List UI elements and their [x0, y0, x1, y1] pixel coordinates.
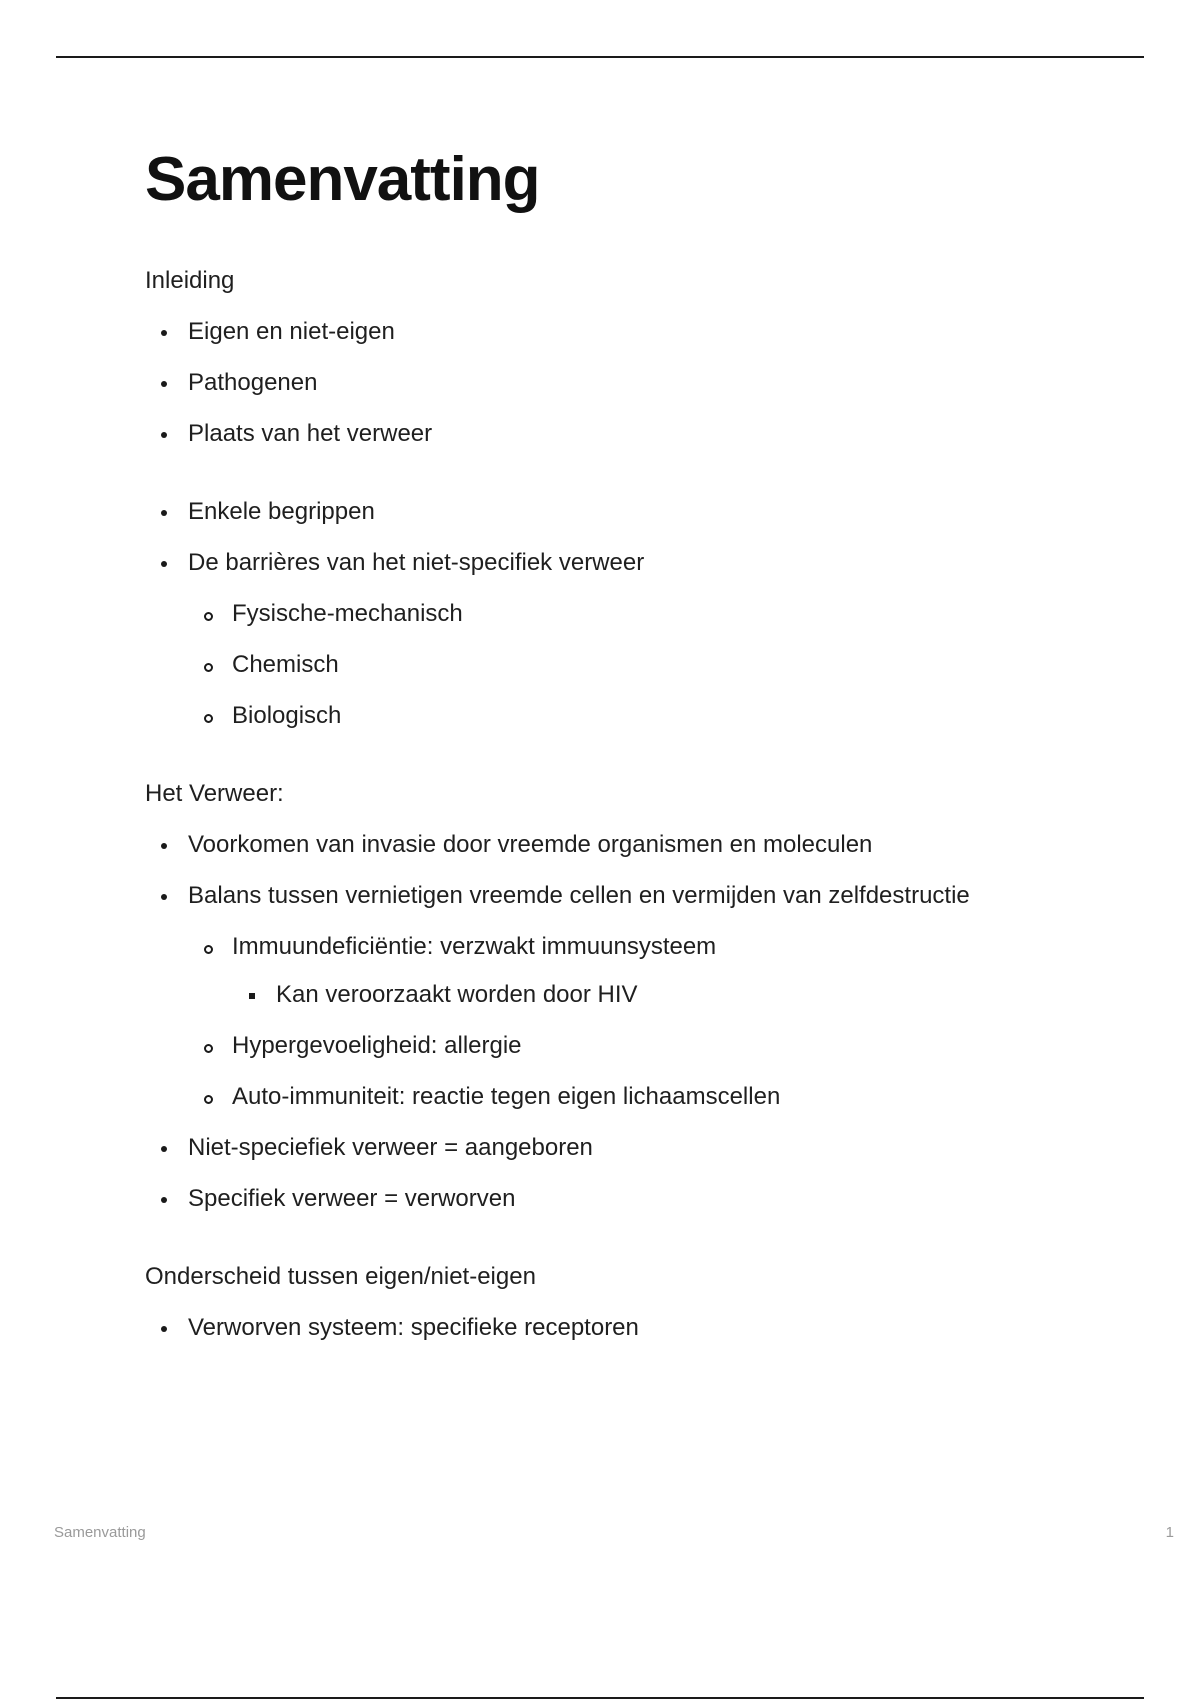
section-heading-inleiding: Inleiding — [145, 267, 235, 294]
bullet-circle-icon — [204, 945, 213, 954]
list-item: Hypergevoeligheid: allergie — [145, 1031, 1105, 1061]
bullet-icon — [161, 843, 167, 849]
bullet-icon — [161, 561, 167, 567]
list-item: Kan veroorzaakt worden door HIV — [145, 980, 1105, 1010]
footer-page-number: 1 — [1165, 1524, 1174, 1541]
list-het-verweer — [145, 830, 1105, 1214]
list-item: De barrières van het niet-specifiek verweer — [145, 548, 1105, 578]
section-heading-onderscheid: Onderscheid tussen eigen/niet-eigen — [145, 1263, 536, 1290]
bullet-icon — [161, 381, 167, 387]
bottom-rule — [56, 1697, 1144, 1699]
list-item: Chemisch — [145, 650, 1105, 680]
bullet-square-icon — [249, 993, 255, 999]
list-item: Enkele begrippen — [145, 497, 1105, 527]
bullet-icon — [161, 510, 167, 516]
list-item: Fysische-mechanisch — [145, 599, 1105, 629]
bullet-circle-icon — [204, 612, 213, 621]
list-onderscheid — [145, 1313, 1105, 1343]
footer-document-title: Samenvatting — [54, 1524, 146, 1541]
page-title: Samenvatting — [145, 145, 540, 214]
list-item: Plaats van het verweer — [145, 419, 1105, 449]
list-item: Verworven systeem: specifieke receptoren — [145, 1313, 1105, 1343]
list-item: Immuundeficiëntie: verzwakt immuunsysteem — [145, 932, 1105, 962]
section-heading-het-verweer: Het Verweer: — [145, 780, 284, 807]
bullet-icon — [161, 1146, 167, 1152]
list-item: Auto-immuniteit: reactie tegen eigen lichaamscellen — [145, 1082, 1105, 1112]
list-item: Niet-speciefiek verweer = aangeboren — [145, 1133, 1105, 1163]
bullet-circle-icon — [204, 1095, 213, 1104]
bullet-icon — [161, 894, 167, 900]
list-item: Specifiek verweer = verworven — [145, 1184, 1105, 1214]
list-item: Biologisch — [145, 701, 1105, 731]
list-item: Balans tussen vernietigen vreemde cellen en vermijden van zelfdestructie — [145, 881, 1105, 911]
top-rule — [56, 56, 1144, 58]
document-body — [145, 140, 1105, 1343]
list-item: Eigen en niet-eigen — [145, 317, 1105, 347]
list-item: Voorkomen van invasie door vreemde organismen en moleculen — [145, 830, 1105, 860]
list-begrippen — [145, 497, 1105, 731]
bullet-icon — [161, 1326, 167, 1332]
list-inleiding — [145, 317, 1105, 449]
bullet-icon — [161, 1197, 167, 1203]
list-item: Pathogenen — [145, 368, 1105, 398]
bullet-circle-icon — [204, 714, 213, 723]
bullet-icon — [161, 432, 167, 438]
bullet-circle-icon — [204, 663, 213, 672]
bullet-circle-icon — [204, 1044, 213, 1053]
bullet-icon — [161, 330, 167, 336]
